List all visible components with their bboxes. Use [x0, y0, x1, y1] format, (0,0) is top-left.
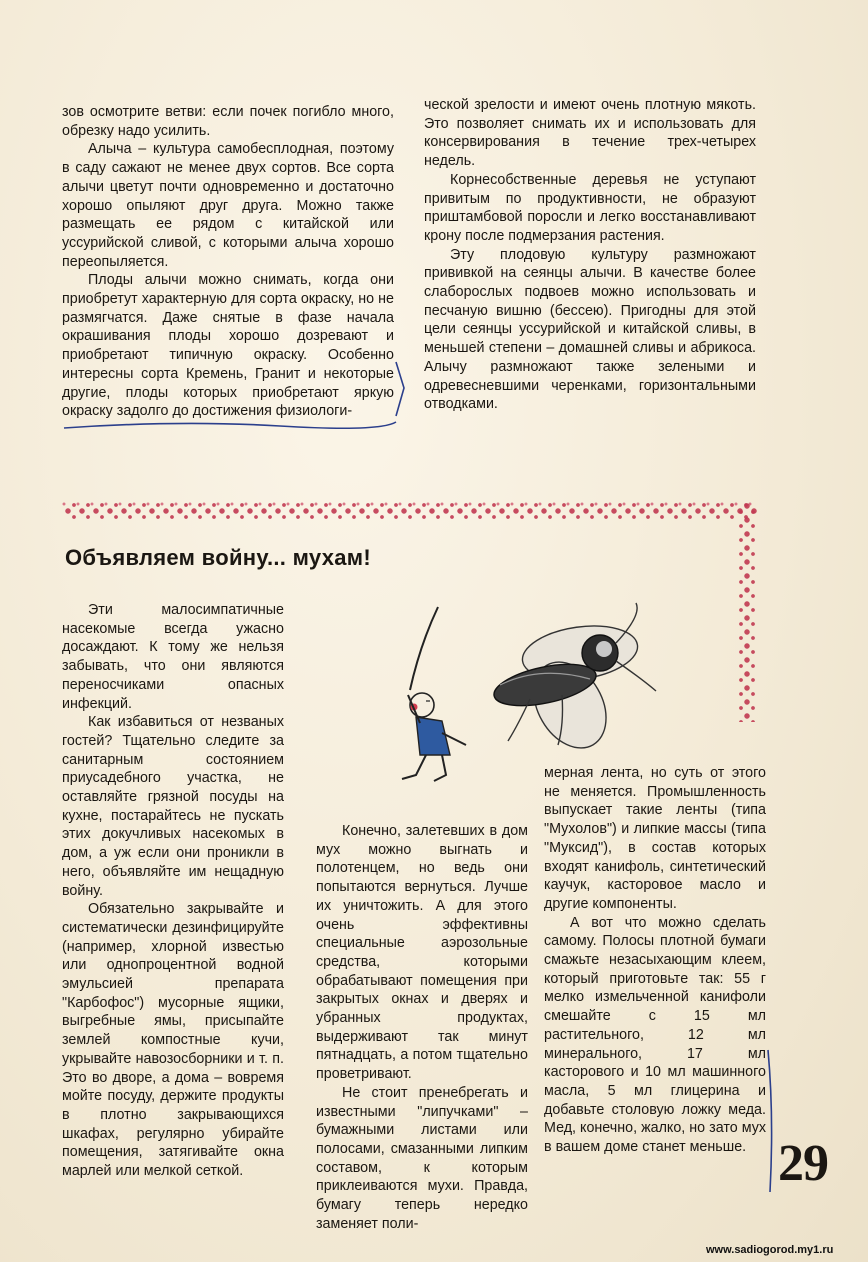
paragraph: Плоды алычи можно снимать, когда они приобретут характерную для сорта окраску, но не размягчатся. Даже снятые в фазе начала окрашивания плоды хорошо дозревают и приобретают типичную окраску. Особенно интересны сорта Кремень, Гранит и некоторые другие, плоды которых приобретают яркую окраску задолго до достижения физиологи- — [62, 272, 394, 420]
fly-illustration — [490, 603, 656, 761]
page-number: 29 — [778, 1135, 828, 1192]
fly-and-man-illustration — [380, 595, 720, 790]
flies-article-right-column — [544, 764, 766, 1157]
alycha-article-right-column — [424, 96, 756, 414]
pen-underline-mark — [60, 412, 400, 436]
article-title: Объявляем войну... мухам! — [65, 545, 371, 570]
paragraph: Эти малосимпатичные насекомые всегда ужасно досаждают. К тому же нельзя забывать, что они являются переносчиками опасных инфекций. — [62, 602, 284, 712]
paragraph: зов осмотрите ветви: если почек погибло много, обрезку надо усилить. — [62, 104, 394, 139]
paragraph: Не стоит пренебрегать и известными "липучками" – бумажными листами или полосами, смазанными липким составом, к которым приклеиваются мухи. Правда, бумагу теперь нередко заменяет поли- — [316, 1084, 528, 1232]
site-footer: www.sadiogorod.my1.ru — [706, 1244, 834, 1256]
pen-bracket-mark — [392, 360, 408, 420]
paragraph: Корнесобственные деревья не уступают привитым по продуктивности, не образуют приштамбовой поросли и легко восстанавливают крону после подмерзания растения. — [424, 171, 756, 244]
flies-article-left-column — [62, 601, 284, 1181]
flies-article-middle-column — [316, 822, 528, 1233]
paragraph: Как избавиться от незваных гостей? Тщательно следите за санитарным состоянием приусадебного участка, не оставляйте грязной посуды на кухне, постарайтесь не пускать этих докучливых насекомых в дом, а уж если они проникли в него, объявляйте им нещадную войну. — [62, 714, 284, 899]
paragraph: Обязательно закрывайте и систематически дезинфицируйте (например, хлорной известью или однопроцентной водной эмульсией препарата "Карбофос") мусорные ящики, выгребные ямы, присыпайте землей компостные кучи, укрывайте навозосборники и т. п. Это во дворе, а дома – вовремя мойте посуду, держите продукты в плотно закрывающихся шкафах, регулярно убирайте помещения, затягивайте окна марлей или мелкой сеткой. — [62, 901, 284, 1180]
paragraph: Эту плодовую культуру размножают прививкой на сеянцы алычи. В качестве более слаборослых подвоев можно использовать и песчаную вишню (бессею). Пригодны для этой цели сеянцы уссурийской и китайской сливы, в меньшей степени – домашней сливы и абрикоса. Алычу размножают также зелеными и одревесневшими черенками, горизонтальными отводками. — [424, 246, 756, 413]
pen-bracket-mark-right — [762, 1046, 778, 1196]
paragraph: А вот что можно сделать самому. Полосы плотной бумаги смажьте незасыхающим клеем, который приготовьте так: 55 г мелко измельченной канифоли смешайте с 15 мл растительного, 12 мл минерального, 17 мл касторового и 10 мл машинного масла, 5 мл глицерина и добавьте столовую ложку меда. Мед, конечно, жалко, но зато мух в вашем доме станет меньше. — [544, 914, 766, 1156]
ornament-border — [62, 500, 758, 522]
ornament-border-vertical — [736, 500, 758, 722]
man-with-swatter-illustration — [402, 607, 466, 781]
alycha-article-left-column — [62, 103, 394, 421]
paragraph: мерная лента, но суть от этого не меняется. Промышленность выпускает такие ленты (типа "Мухолов") и липкие массы (типа "Муксид"), в состав которых входят канифоль, синтетический каучук, касторовое масло и другие компоненты. — [544, 765, 766, 912]
paragraph: ческой зрелости и имеют очень плотную мякоть. Это позволяет снимать их и использовать для консервирования в течение трех-четырех недель. — [424, 97, 756, 170]
paragraph: Конечно, залетевших в дом мух можно выгнать и полотенцем, но ведь они попытаются вернуться. Лучше их уничтожить. А для этого очень эффективны специальные аэрозольные средства, которыми обрабатывают помещения при закрытых окнах и дверях и убранных продуктах, выдерживают так минут пятнадцать, а потом тщательно проветривают. — [316, 823, 528, 1083]
paragraph: Алыча – культура самобесплодная, поэтому в саду сажают не менее двух сортов. Все сорта алычи цветут почти одновременно и достаточно хорошо опыляют друг друга. Можно также размещать ее рядом с китайской или уссурийской сливой, с которыми алыча хорошо переопыляется. — [62, 141, 394, 270]
